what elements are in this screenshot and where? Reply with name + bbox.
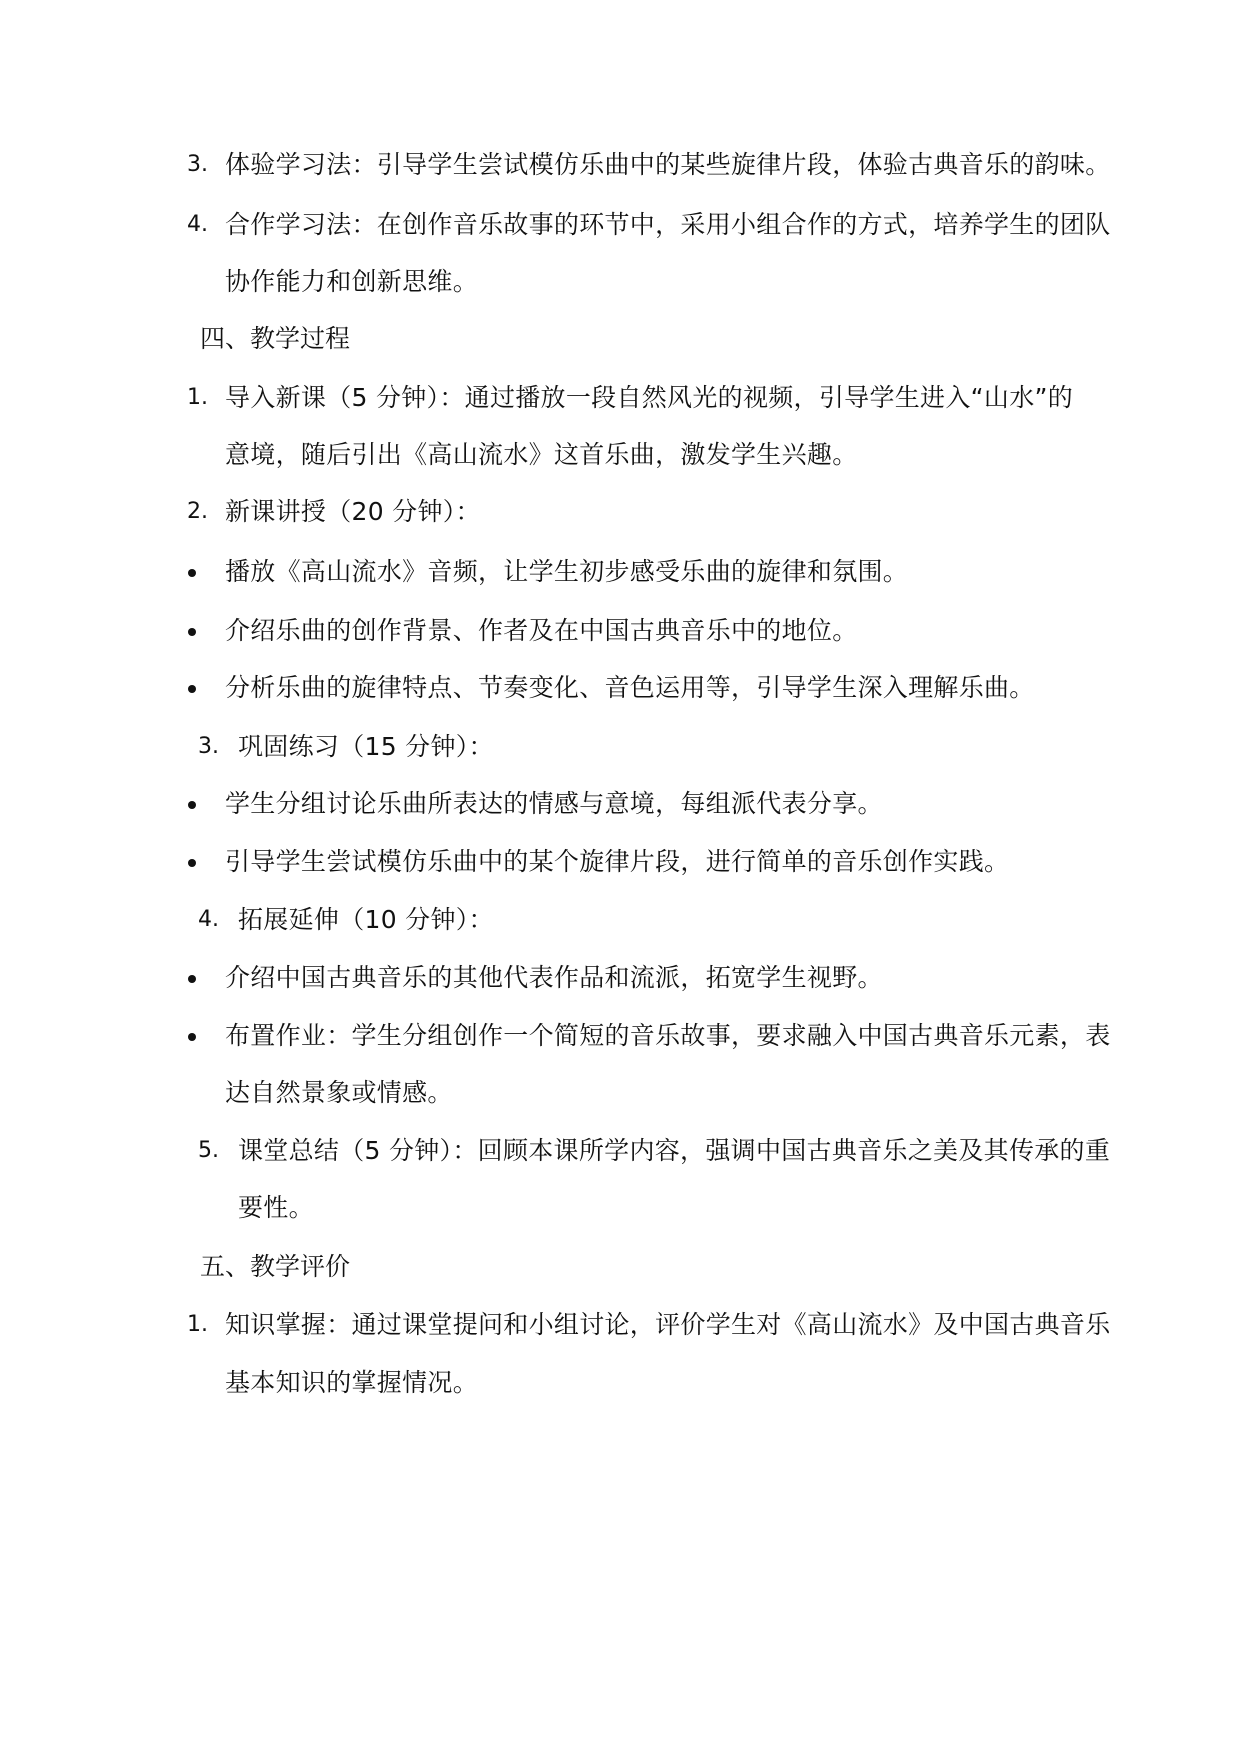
list-number: 1. xyxy=(187,1312,208,1337)
list-number: 4. xyxy=(198,907,219,932)
bullet-icon xyxy=(188,1033,196,1041)
list-item-text: 引导学生尝试模仿乐曲中的某个旋律片段，进行简单的音乐创作实践。 xyxy=(225,847,1010,876)
list-item-text: 布置作业：学生分组创作一个简短的音乐故事，要求融入中国古典音乐元素，表 xyxy=(225,1021,1111,1050)
bullet-icon xyxy=(188,801,196,809)
list-item-text: 合作学习法：在创作音乐故事的环节中，采用小组合作的方式，培养学生的团队 xyxy=(225,210,1111,239)
bullet-icon xyxy=(188,685,196,693)
list-number: 4. xyxy=(187,212,208,237)
list-item-text: 协作能力和创新思维。 xyxy=(225,267,479,296)
list-number: 5. xyxy=(198,1138,219,1163)
bullet-icon xyxy=(188,859,196,867)
list-item-text: 体验学习法：引导学生尝试模仿乐曲中的某些旋律片段，体验古典音乐的韵味。 xyxy=(225,150,1111,179)
list-number: 2. xyxy=(187,499,208,524)
list-item-text: 要性。 xyxy=(238,1193,314,1222)
bullet-icon xyxy=(188,628,196,636)
list-item-text: 分析乐曲的旋律特点、节奏变化、音色运用等，引导学生深入理解乐曲。 xyxy=(225,673,1035,702)
list-item-text: 介绍中国古典音乐的其他代表作品和流派，拓宽学生视野。 xyxy=(225,963,883,992)
list-number: 1. xyxy=(187,385,208,410)
list-item-text: 介绍乐曲的创作背景、作者及在中国古典音乐中的地位。 xyxy=(225,616,858,645)
bullet-icon xyxy=(188,569,196,577)
list-item-text: 知识掌握：通过课堂提问和小组讨论，评价学生对《高山流水》及中国古典音乐 xyxy=(225,1310,1111,1339)
bullet-icon xyxy=(188,975,196,983)
list-number: 3. xyxy=(187,152,208,177)
list-item-text: 课堂总结（5 分钟）：回顾本课所学内容，强调中国古典音乐之美及其传承的重 xyxy=(238,1136,1111,1165)
list-number: 3. xyxy=(198,734,219,759)
list-item-text: 巩固练习（15 分钟）： xyxy=(238,732,494,761)
section-heading: 四、教学过程 xyxy=(200,324,351,353)
list-item-text: 拓展延伸（10 分钟）： xyxy=(238,905,494,934)
section-heading: 五、教学评价 xyxy=(200,1252,351,1281)
list-item-text: 学生分组讨论乐曲所表达的情感与意境，每组派代表分享。 xyxy=(225,789,883,818)
list-item-text: 意境，随后引出《高山流水》这首乐曲，激发学生兴趣。 xyxy=(225,440,858,469)
list-item-text: 基本知识的掌握情况。 xyxy=(225,1368,479,1397)
list-item-text: 播放《高山流水》音频，让学生初步感受乐曲的旋律和氛围。 xyxy=(225,557,909,586)
list-item-text: 达自然景象或情感。 xyxy=(225,1078,453,1107)
list-item-text: 新课讲授（20 分钟）： xyxy=(225,497,481,526)
list-item-text: 导入新课（5 分钟）：通过播放一段自然风光的视频，引导学生进入“山水”的 xyxy=(225,383,1074,412)
